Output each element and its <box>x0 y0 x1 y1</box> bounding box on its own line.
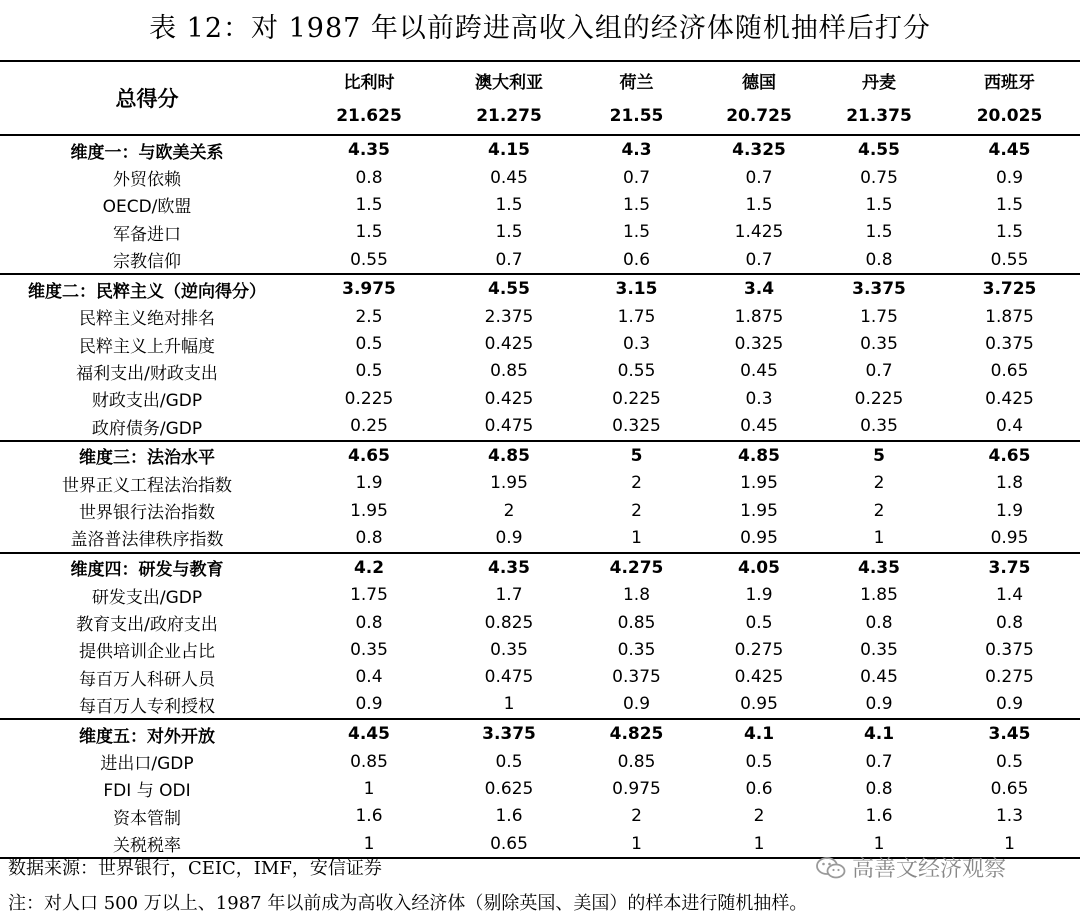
score-cell: 4.15 <box>444 135 574 164</box>
total-score: 21.275 <box>476 106 542 126</box>
score-cell: 1 <box>873 527 885 548</box>
score-cell: 3.375 <box>444 719 574 748</box>
indicator-label: 政府债务/GDP <box>91 418 203 439</box>
score-cell: 0.9 <box>865 694 893 715</box>
score-cell: 2 <box>503 500 515 521</box>
watermark <box>816 852 1006 883</box>
dimension-label: 维度四：研发与教育 <box>0 553 294 582</box>
score-cell: 1.5 <box>745 194 773 215</box>
score-cell: 1.5 <box>355 194 383 215</box>
score-cell: 0.9 <box>355 694 383 715</box>
score-cell: 4.1 <box>819 719 939 748</box>
score-cell: 0.325 <box>734 334 784 355</box>
score-cell: 1.75 <box>617 306 656 327</box>
score-cell: 4.65 <box>939 441 1080 470</box>
dimension-label: 维度二：民粹主义（逆向得分） <box>0 274 294 303</box>
score-cell: 0.475 <box>484 416 534 437</box>
score-cell: 0.9 <box>995 167 1024 188</box>
dimension-row <box>0 441 1080 470</box>
score-cell: 1.9 <box>995 500 1024 521</box>
watermark-text: 高善文经济观察 <box>852 857 1007 882</box>
score-cell: 0.3 <box>745 388 773 409</box>
score-cell: 0.95 <box>740 694 778 715</box>
dimension-row <box>0 274 1080 303</box>
score-cell: 2.375 <box>484 306 534 327</box>
score-cell: 0.475 <box>484 667 534 688</box>
score-cell: 4.85 <box>699 441 819 470</box>
score-cell: 0.7 <box>622 167 651 188</box>
score-cell: 2 <box>873 500 885 521</box>
indicator-row <box>0 470 1080 497</box>
score-cell: 0.45 <box>490 167 528 188</box>
indicator-row <box>0 663 1080 690</box>
dimension-row <box>0 135 1080 164</box>
score-cell: 2 <box>631 806 642 827</box>
score-cell: 0.85 <box>617 612 656 633</box>
indicator-label: 提供培训企业占比 <box>79 642 215 663</box>
score-cell: 1.5 <box>495 194 523 215</box>
score-cell: 1.5 <box>355 222 383 243</box>
wechat-icon <box>816 856 846 880</box>
score-cell: 0.7 <box>745 167 773 188</box>
dimension-row <box>0 553 1080 582</box>
score-cell: 0.275 <box>734 639 784 660</box>
dimension-label: 维度一：与欧美关系 <box>0 135 294 164</box>
score-cell: 0.425 <box>484 334 534 355</box>
score-cell: 0.225 <box>344 388 394 409</box>
score-cell: 0.8 <box>995 612 1024 633</box>
score-cell: 0.55 <box>350 249 388 270</box>
total-score: 21.55 <box>609 106 664 126</box>
score-cell: 4.45 <box>939 135 1080 164</box>
indicator-row <box>0 691 1080 719</box>
score-cell: 1.8 <box>995 473 1024 494</box>
score-cell: 1.9 <box>745 585 773 606</box>
indicator-row <box>0 609 1080 636</box>
indicator-label: 福利支出/财政支出 <box>76 363 218 384</box>
sampling-note: 注：对人口 500 万以上、1987 年以前成为高收入经济体（剔除英国、美国）的样本进行随机抽样。 <box>8 893 808 914</box>
score-cell: 0.375 <box>985 639 1034 660</box>
score-cell: 0.8 <box>355 527 383 548</box>
score-cell: 0.35 <box>860 639 898 660</box>
indicator-label: FDI 与 ODI <box>103 781 191 802</box>
score-cell: 0.8 <box>865 778 893 799</box>
score-cell: 0.55 <box>990 249 1029 270</box>
indicator-row <box>0 582 1080 609</box>
score-cell: 0.9 <box>995 694 1024 715</box>
score-cell: 3.45 <box>939 719 1080 748</box>
score-cell: 0.375 <box>985 334 1034 355</box>
dimension-label: 维度五：对外开放 <box>0 719 294 748</box>
score-cell: 4.35 <box>294 135 444 164</box>
score-cell: 4.2 <box>294 553 444 582</box>
score-cell: 0.8 <box>355 612 383 633</box>
indicator-label: 世界银行法治指数 <box>79 503 215 524</box>
data-source-note: 数据来源：世界银行，CEIC，IMF，安信证券 <box>8 858 382 879</box>
score-cell: 0.425 <box>985 388 1034 409</box>
score-cell: 0.7 <box>865 751 893 772</box>
score-cell: 5 <box>574 441 699 470</box>
score-cell: 4.3 <box>574 135 699 164</box>
indicator-label: 研发支出/GDP <box>91 587 203 608</box>
indicator-row <box>0 803 1080 830</box>
indicator-label: 民粹主义上升幅度 <box>79 336 215 357</box>
score-cell: 0.425 <box>484 388 534 409</box>
total-label: 总得分 <box>115 87 179 111</box>
score-cell: 1.7 <box>495 585 523 606</box>
indicator-row <box>0 748 1080 775</box>
score-cell: 2 <box>753 806 765 827</box>
indicator-row <box>0 497 1080 524</box>
score-cell: 4.1 <box>699 719 819 748</box>
score-cell: 1 <box>574 830 699 858</box>
country-header: 德国 <box>699 61 819 98</box>
score-cell: 0.5 <box>745 612 773 633</box>
indicator-label: 进出口/GDP <box>100 754 194 775</box>
score-cell: 1.6 <box>495 806 523 827</box>
score-cell: 1.5 <box>622 222 651 243</box>
indicator-label: 每百万人科研人员 <box>79 669 215 690</box>
score-cell: 4.85 <box>444 441 574 470</box>
score-cell: 0.9 <box>495 527 523 548</box>
dimension-label: 维度三：法治水平 <box>0 441 294 470</box>
indicator-row <box>0 358 1080 385</box>
score-cell: 3.4 <box>699 274 819 303</box>
score-cell: 1.6 <box>355 806 383 827</box>
score-cell: 1.5 <box>495 222 523 243</box>
score-cell: 0.5 <box>355 334 383 355</box>
indicator-label: OECD/欧盟 <box>102 197 192 218</box>
score-cell: 1 <box>363 778 375 799</box>
score-cell: 0.85 <box>350 751 388 772</box>
table-header <box>0 61 1080 135</box>
score-cell: 3.15 <box>574 274 699 303</box>
total-score: 20.025 <box>976 106 1043 126</box>
score-cell: 4.275 <box>574 553 699 582</box>
score-cell: 0.45 <box>860 667 898 688</box>
indicator-label: 财政支出/GDP <box>91 391 203 412</box>
score-cell: 3.375 <box>819 274 939 303</box>
score-cell: 1.5 <box>865 194 893 215</box>
score-cell: 1 <box>819 830 939 858</box>
score-cell: 0.55 <box>617 361 656 382</box>
score-cell: 0.325 <box>612 416 661 437</box>
country-header: 荷兰 <box>574 61 699 98</box>
score-cell: 4.05 <box>699 553 819 582</box>
score-cell: 1.9 <box>355 473 383 494</box>
indicator-row <box>0 385 1080 412</box>
score-cell: 4.55 <box>444 274 574 303</box>
indicator-row <box>0 775 1080 802</box>
score-cell: 1 <box>631 527 642 548</box>
score-cell: 1 <box>294 830 444 858</box>
score-cell: 0.65 <box>444 830 574 858</box>
indicator-row <box>0 191 1080 218</box>
indicator-label: 世界正义工程法治指数 <box>62 475 232 496</box>
score-cell: 1.5 <box>995 194 1024 215</box>
score-cell: 5 <box>819 441 939 470</box>
score-cell: 1 <box>699 830 819 858</box>
score-cell: 0.65 <box>990 778 1029 799</box>
score-cell: 0.35 <box>860 416 898 437</box>
score-cell: 1 <box>503 694 515 715</box>
score-cell: 0.825 <box>484 612 534 633</box>
score-cell: 0.95 <box>740 527 778 548</box>
country-header: 比利时 <box>294 61 444 98</box>
score-cell: 0.45 <box>740 416 778 437</box>
score-cell: 1.75 <box>350 585 388 606</box>
score-cell: 0.8 <box>355 167 383 188</box>
score-cell: 0.5 <box>495 751 523 772</box>
score-cell: 0.7 <box>495 249 523 270</box>
score-cell: 1.5 <box>622 194 651 215</box>
score-cell: 1.95 <box>490 473 528 494</box>
score-cell: 1.95 <box>740 473 778 494</box>
indicator-row <box>0 303 1080 330</box>
score-cell: 0.6 <box>745 778 773 799</box>
score-cell: 2 <box>873 473 885 494</box>
score-cell: 0.35 <box>617 639 656 660</box>
total-label-cell <box>0 61 294 135</box>
score-cell: 1.875 <box>985 306 1034 327</box>
score-cell: 0.225 <box>854 388 904 409</box>
score-cell: 2.5 <box>355 306 383 327</box>
score-cell: 4.65 <box>294 441 444 470</box>
indicator-label: 民粹主义绝对排名 <box>79 309 215 330</box>
dimension-row <box>0 719 1080 748</box>
score-cell: 1.425 <box>734 222 784 243</box>
score-cell: 1 <box>939 830 1080 858</box>
score-cell: 0.8 <box>865 249 893 270</box>
indicator-label: 教育支出/政府支出 <box>76 615 218 635</box>
score-cell: 1.3 <box>995 806 1024 827</box>
score-cell: 0.95 <box>990 527 1029 548</box>
score-cell: 4.45 <box>294 719 444 748</box>
indicator-row <box>0 636 1080 663</box>
indicator-row <box>0 219 1080 246</box>
score-cell: 4.35 <box>444 553 574 582</box>
indicator-row <box>0 164 1080 191</box>
score-cell: 0.625 <box>484 778 534 799</box>
score-cell: 4.325 <box>699 135 819 164</box>
total-score: 20.725 <box>726 106 792 126</box>
score-cell: 0.75 <box>860 167 898 188</box>
score-cell: 0.85 <box>617 751 656 772</box>
score-cell: 3.75 <box>939 553 1080 582</box>
score-cell: 3.975 <box>294 274 444 303</box>
total-score: 21.625 <box>336 106 402 126</box>
score-cell: 0.4 <box>355 667 383 688</box>
indicator-label: 外贸依赖 <box>113 170 181 191</box>
score-cell: 0.5 <box>355 361 383 382</box>
score-cell: 1.85 <box>860 585 898 606</box>
score-cell: 0.25 <box>350 416 388 437</box>
score-cell: 0.85 <box>490 361 528 382</box>
score-cell: 0.425 <box>734 667 784 688</box>
score-cell: 0.7 <box>865 361 893 382</box>
total-score: 21.375 <box>846 106 912 126</box>
score-cell: 0.4 <box>995 416 1024 437</box>
score-cell: 2 <box>631 473 642 494</box>
score-cell: 0.975 <box>612 778 661 799</box>
indicator-row <box>0 412 1080 440</box>
score-cell: 1.4 <box>995 585 1024 606</box>
score-cell: 4.55 <box>819 135 939 164</box>
indicator-row <box>0 246 1080 274</box>
indicator-label: 军备进口 <box>113 224 181 245</box>
score-cell: 0.5 <box>995 751 1024 772</box>
country-header: 西班牙 <box>939 61 1080 98</box>
indicator-label: 每百万人专利授权 <box>79 696 215 717</box>
table-title: 表 12：对 1987 年以前跨进高收入组的经济体随机抽样后打分 <box>149 13 931 44</box>
score-cell: 1.75 <box>860 306 898 327</box>
score-cell: 0.6 <box>622 249 651 270</box>
indicator-row <box>0 524 1080 552</box>
score-cell: 0.35 <box>490 639 528 660</box>
score-cell: 0.35 <box>860 334 898 355</box>
score-cell: 0.8 <box>865 612 893 633</box>
score-cell: 1.6 <box>865 806 893 827</box>
score-cell: 0.7 <box>745 249 773 270</box>
score-cell: 1.95 <box>740 500 778 521</box>
score-cell: 4.825 <box>574 719 699 748</box>
score-cell: 3.725 <box>939 274 1080 303</box>
score-cell: 0.35 <box>350 639 388 660</box>
score-cell: 0.5 <box>745 751 773 772</box>
indicator-label: 盖洛普法律秩序指数 <box>70 530 224 551</box>
score-cell: 0.3 <box>622 334 651 355</box>
score-table <box>0 60 1080 859</box>
indicator-label: 关税税率 <box>0 830 294 858</box>
indicator-label: 宗教信仰 <box>113 252 181 273</box>
indicator-label: 资本管制 <box>113 808 181 829</box>
score-cell: 1.5 <box>995 222 1024 243</box>
score-cell: 0.275 <box>985 667 1034 688</box>
score-cell: 0.375 <box>612 667 661 688</box>
indicator-row <box>0 330 1080 357</box>
score-cell: 0.225 <box>612 388 661 409</box>
score-cell: 0.65 <box>990 361 1029 382</box>
score-cell: 1.875 <box>734 306 784 327</box>
score-cell: 2 <box>631 500 642 521</box>
score-cell: 1.95 <box>350 500 388 521</box>
table-body <box>0 135 1080 858</box>
country-header: 澳大利亚 <box>444 61 574 98</box>
score-cell: 1.5 <box>865 222 893 243</box>
score-cell: 4.35 <box>819 553 939 582</box>
score-cell: 0.45 <box>740 361 778 382</box>
score-cell: 0.9 <box>622 694 651 715</box>
score-cell: 1.8 <box>622 585 651 606</box>
country-header: 丹麦 <box>819 61 939 98</box>
